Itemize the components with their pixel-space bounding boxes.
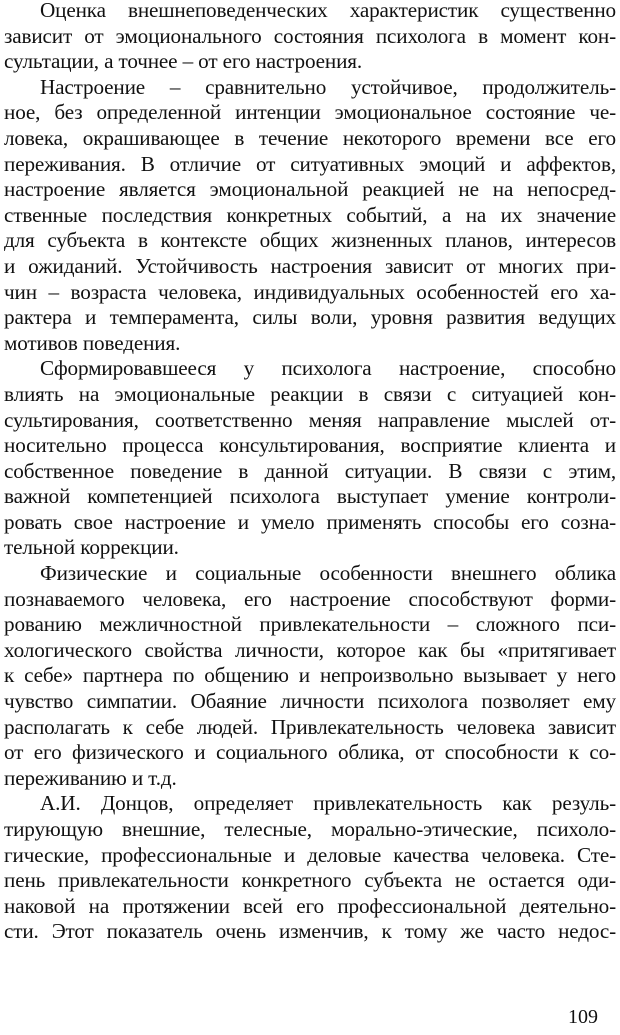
text-line: ловека, окрашивающее в течение некоторого времени все его — [4, 125, 616, 150]
text-line: А.И. Донцов, определяет привлекательность как резуль- — [40, 791, 616, 816]
paragraph-5 — [4, 791, 616, 945]
text-line: рактера и темперамента, силы воли, уровня развития ведущих — [4, 305, 616, 330]
text-line: сультации, а точнее – от его настроения. — [4, 49, 363, 74]
text-line: зависит от эмоционального состояния психолога в момент кон- — [4, 23, 616, 48]
text-line: носительно процесса консультирования, восприятие клиента и — [4, 433, 616, 458]
text-line: влиять на эмоциональные реакции в связи с ситуацией кон- — [4, 381, 616, 406]
text-line: от его физического и социального облика, от способности к со- — [4, 740, 616, 765]
text-line: Сформировавшееся у психолога настроение, способно — [40, 356, 616, 381]
text-line: располагать к себе людей. Привлекательность человека зависит — [4, 714, 616, 739]
text-line: собственное поведение в данной ситуации. В связи с этим, — [4, 458, 616, 483]
paragraph-4 — [4, 561, 616, 791]
text-line: и ожиданий. Устойчивость настроения зависит от многих при- — [4, 253, 616, 278]
text-line: чувство симпатии. Обаяние личности психолога позволяет ему — [4, 689, 616, 714]
text-line: сультирования, соответственно меняя направление мыслей от- — [4, 407, 616, 432]
body-text — [4, 0, 616, 945]
text-line: важной компетенцией психолога выступает умение контроли- — [4, 484, 616, 509]
text-line: Настроение – сравнительно устойчивое, продолжитель- — [40, 74, 616, 99]
text-line: переживанию и т.д. — [4, 765, 177, 790]
text-line: рованию межличностной привлекательности – сложного пси- — [4, 612, 616, 637]
text-line: ственные последствия конкретных событий, а на их значение — [4, 202, 616, 227]
text-line: наковой на протяжении всей его профессиональной деятельно- — [4, 893, 616, 918]
text-line: сти. Этот показатель очень изменчив, к тому же часто недос- — [4, 919, 616, 944]
text-line: Оценка внешнеповеденческих характеристик существенно — [40, 0, 616, 22]
text-line: для субъекта в контексте общих жизненных планов, интересов — [4, 228, 616, 253]
text-line: мотивов поведения. — [4, 330, 181, 355]
text-line: ное, без определенной интенции эмоциональное состояние че- — [4, 100, 616, 125]
page-number: 109 — [568, 1006, 598, 1028]
text-line: Физические и социальные особенности внешнего облика — [40, 561, 616, 586]
text-line: настроение является эмоциональной реакцией не на непосред- — [4, 177, 616, 202]
text-line: гические, профессиональные и деловые качества человека. Сте- — [4, 842, 616, 867]
text-line: хологического свойства личности, которое как бы «притягивает — [4, 637, 616, 662]
paragraph-1 — [4, 0, 616, 75]
text-line: чин – возраста человека, индивидуальных особенностей его ха- — [4, 279, 616, 304]
text-line: пень привлекательности конкретного субъекта не остается оди- — [4, 868, 616, 893]
text-line: к себе» партнера по общению и непроизвольно вызывает у него — [4, 663, 616, 688]
text-line: ровать свое настроение и умело применять способы его созна- — [4, 509, 616, 534]
text-line: переживания. В отличие от ситуативных эмоций и аффектов, — [4, 151, 616, 176]
text-line: тирующую внешние, телесные, морально-этические, психоло- — [4, 817, 616, 841]
paragraph-3 — [4, 356, 616, 561]
text-line: познаваемого человека, его настроение способствуют форми- — [4, 586, 616, 611]
text-line: тельной коррекции. — [4, 535, 179, 560]
paragraph-2 — [4, 75, 616, 357]
